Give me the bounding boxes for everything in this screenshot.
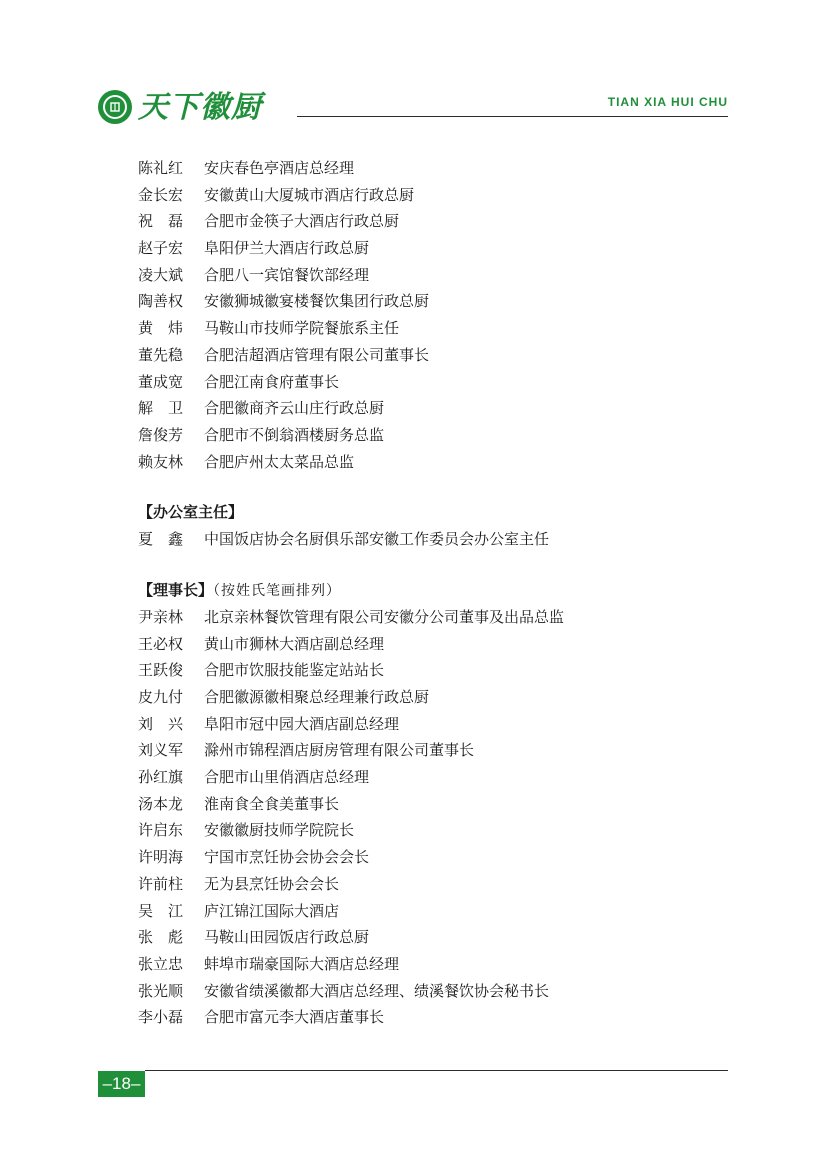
member-title: 阜阳市冠中园大酒店副总经理 bbox=[204, 714, 400, 733]
member-name: 许明海 bbox=[138, 848, 184, 867]
member-name: 金长宏 bbox=[138, 185, 184, 204]
member-name: 许前柱 bbox=[138, 874, 184, 893]
member-row bbox=[138, 817, 738, 844]
member-title: 安徽黄山大厦城市酒店行政总厨 bbox=[204, 185, 415, 204]
brand-english-title: TIAN XIA HUI CHU bbox=[607, 95, 728, 109]
member-title: 淮南食全食美董事长 bbox=[204, 794, 340, 813]
council-heading-title: 【理事长】 bbox=[138, 580, 214, 599]
member-row bbox=[138, 422, 738, 449]
member-name: 詹俊芳 bbox=[138, 425, 184, 444]
logo-text: 天下徽厨 bbox=[138, 90, 262, 125]
member-name: 黄 炜 bbox=[138, 319, 184, 338]
member-row bbox=[138, 791, 738, 818]
footer-divider bbox=[145, 1070, 728, 1071]
member-title: 马鞍山市技师学院餐旅系主任 bbox=[204, 319, 400, 338]
member-title: 合肥徽源徽相聚总经理兼行政总厨 bbox=[204, 688, 430, 706]
member-name: 刘义军 bbox=[138, 741, 184, 760]
header-divider bbox=[297, 116, 728, 117]
member-row bbox=[138, 262, 738, 289]
page-header bbox=[0, 0, 826, 130]
member-name: 赖友林 bbox=[138, 452, 184, 471]
member-name: 王跃俊 bbox=[138, 661, 184, 680]
member-name: 许启东 bbox=[138, 821, 184, 840]
member-title: 宁国市烹饪协会协会会长 bbox=[204, 848, 370, 867]
member-title: 北京亲林餐饮管理有限公司安徽分公司董事及出品总监 bbox=[204, 607, 565, 626]
member-row bbox=[138, 951, 738, 978]
member-name: 陈礼红 bbox=[138, 159, 184, 177]
office-heading: 【办公室主任】 bbox=[138, 503, 244, 522]
member-title: 马鞍山田园饭店行政总厨 bbox=[204, 928, 370, 947]
member-row bbox=[138, 978, 738, 1005]
member-row bbox=[138, 526, 738, 553]
member-row bbox=[138, 235, 738, 262]
logo-emblem-icon bbox=[98, 90, 132, 124]
council-heading bbox=[138, 576, 738, 604]
member-title: 合肥八一宾馆餐饮部经理 bbox=[204, 265, 370, 284]
member-group-1 bbox=[138, 155, 738, 475]
member-row bbox=[138, 208, 738, 235]
member-title: 蚌埠市瑞豪国际大酒店总经理 bbox=[204, 954, 400, 973]
member-row bbox=[138, 155, 738, 182]
member-name: 祝 磊 bbox=[138, 212, 184, 231]
member-title: 合肥庐州太太菜品总监 bbox=[204, 452, 355, 471]
page-number: –18– bbox=[98, 1071, 145, 1097]
member-title: 滁州市锦程酒店厨房管理有限公司董事长 bbox=[204, 741, 475, 760]
member-row bbox=[138, 182, 738, 209]
member-title: 合肥江南食府董事长 bbox=[204, 372, 340, 391]
member-row bbox=[138, 342, 738, 369]
member-title: 无为县烹饪协会会长 bbox=[204, 874, 340, 893]
member-list bbox=[138, 155, 738, 1031]
member-row bbox=[138, 898, 738, 925]
page-number-value: 18 bbox=[112, 1074, 131, 1093]
member-title: 合肥市金筷子大酒店行政总厨 bbox=[204, 212, 400, 231]
member-row bbox=[138, 711, 738, 738]
member-name: 解 卫 bbox=[138, 399, 184, 418]
member-title: 安徽省绩溪徽都大酒店总经理、绩溪餐饮协会秘书长 bbox=[204, 981, 550, 1000]
member-title: 中国饭店协会名厨俱乐部安徽工作委员会办公室主任 bbox=[204, 530, 550, 549]
member-title: 安庆春色亭酒店总经理 bbox=[204, 159, 355, 177]
member-row bbox=[138, 844, 738, 871]
member-row bbox=[138, 657, 738, 684]
member-name: 董先稳 bbox=[138, 345, 184, 364]
member-name: 刘 兴 bbox=[138, 714, 184, 733]
member-title: 合肥徽商齐云山庄行政总厨 bbox=[204, 399, 385, 418]
member-title: 安徽徽厨技师学院院长 bbox=[204, 821, 355, 840]
member-name: 赵子宏 bbox=[138, 239, 184, 258]
member-row bbox=[138, 764, 738, 791]
member-name: 王必权 bbox=[138, 634, 184, 653]
member-row bbox=[138, 737, 738, 764]
member-row bbox=[138, 871, 738, 898]
member-row bbox=[138, 369, 738, 396]
member-row bbox=[138, 449, 738, 476]
member-title: 合肥市山里俏酒店总经理 bbox=[204, 768, 370, 787]
member-title: 黄山市狮林大酒店副总经理 bbox=[204, 634, 385, 653]
member-name: 李小磊 bbox=[138, 1008, 184, 1027]
office-member-group bbox=[138, 526, 738, 553]
member-name: 夏 鑫 bbox=[138, 530, 184, 549]
member-name: 张光顺 bbox=[138, 981, 184, 1000]
council-member-group bbox=[138, 604, 738, 1031]
member-row bbox=[138, 1004, 738, 1031]
member-row bbox=[138, 604, 738, 631]
member-name: 汤本龙 bbox=[138, 794, 184, 813]
member-name: 陶善权 bbox=[138, 292, 184, 311]
member-name: 吴 江 bbox=[138, 901, 184, 920]
member-title: 安徽狮城徽宴楼餐饮集团行政总厨 bbox=[204, 292, 430, 311]
member-name: 董成宽 bbox=[138, 372, 184, 391]
member-title: 合肥市不倒翁酒楼厨务总监 bbox=[204, 425, 385, 444]
member-name: 孙红旗 bbox=[138, 768, 184, 787]
member-name: 皮九付 bbox=[138, 688, 184, 706]
member-row bbox=[138, 684, 738, 711]
member-title: 庐江锦江国际大酒店 bbox=[204, 901, 340, 920]
member-name: 凌大斌 bbox=[138, 265, 184, 284]
member-title: 合肥市饮服技能鉴定站站长 bbox=[204, 661, 385, 680]
member-row bbox=[138, 924, 738, 951]
member-name: 张 彪 bbox=[138, 928, 184, 947]
member-row bbox=[138, 315, 738, 342]
member-name: 张立忠 bbox=[138, 954, 184, 973]
council-heading-note: （按姓氏笔画排列） bbox=[213, 582, 342, 599]
member-name: 尹亲林 bbox=[138, 607, 184, 626]
member-title: 合肥市富元李大酒店董事长 bbox=[204, 1008, 385, 1027]
member-row bbox=[138, 288, 738, 315]
member-title: 阜阳伊兰大酒店行政总厨 bbox=[204, 239, 370, 258]
member-row bbox=[138, 395, 738, 422]
member-row bbox=[138, 631, 738, 658]
member-title: 合肥洁超酒店管理有限公司董事长 bbox=[204, 345, 430, 364]
